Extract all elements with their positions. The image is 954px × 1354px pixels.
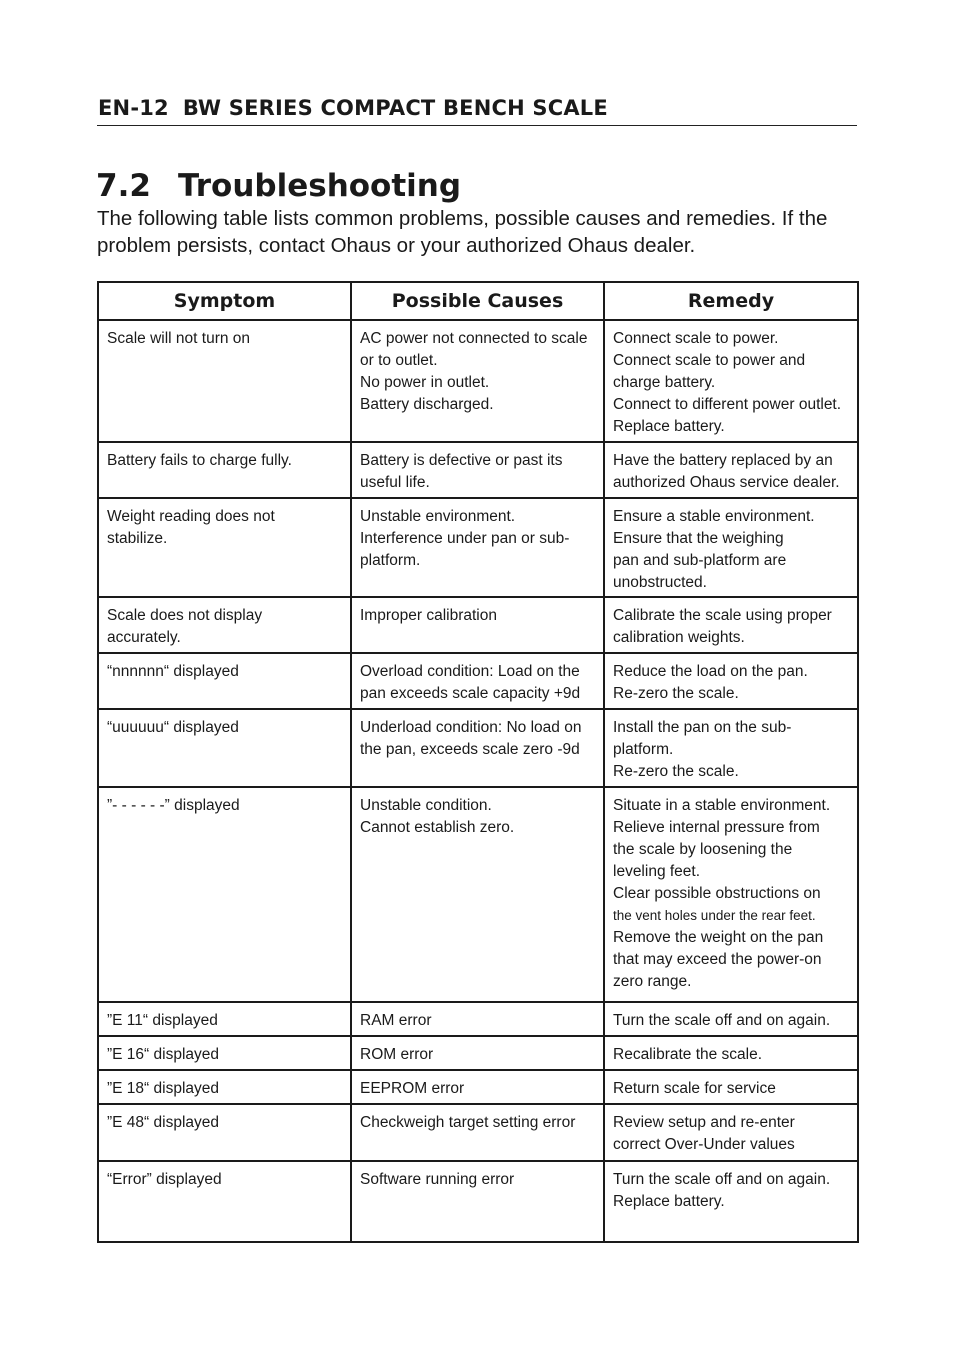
- remedy-line: zero range.: [613, 973, 692, 990]
- causes-line: Battery discharged.: [360, 396, 494, 413]
- remedy-cell: [604, 1070, 858, 1104]
- table-row: [98, 442, 858, 498]
- symptom-line: Scale does not display: [107, 607, 263, 624]
- remedy-line: Calibrate the scale using proper: [613, 607, 832, 624]
- causes-line: RAM error: [360, 1012, 432, 1029]
- symptom-cell: [98, 787, 351, 1002]
- header-rule: [97, 125, 857, 126]
- causes-line: or to outlet.: [360, 352, 438, 369]
- symptom-line: ”- - - - - -” displayed: [107, 797, 240, 814]
- table-row: [98, 653, 858, 709]
- troubleshooting-table: [97, 281, 859, 1243]
- remedy-cell: [604, 597, 858, 653]
- remedy-line: calibration weights.: [613, 629, 745, 646]
- causes-cell: [351, 709, 604, 787]
- table-row: [98, 1104, 858, 1161]
- remedy-line: Connect scale to power and: [613, 352, 806, 369]
- symptom-cell: [98, 1036, 351, 1070]
- remedy-line: Replace battery.: [613, 418, 725, 435]
- symptom-cell: [98, 320, 351, 442]
- remedy-line: Install the pan on the sub-: [613, 719, 792, 736]
- table-row: [98, 709, 858, 787]
- symptom-line: stabilize.: [107, 530, 168, 547]
- remedy-line: charge battery.: [613, 374, 716, 391]
- causes-line: Cannot establish zero.: [360, 819, 515, 836]
- intro-line: The following table lists common problems, possible causes and remedies. If the: [97, 207, 828, 230]
- table-row: [98, 1070, 858, 1104]
- symptom-line: “uuuuuu“ displayed: [107, 719, 239, 736]
- causes-line: platform.: [360, 552, 421, 569]
- causes-line: pan exceeds scale capacity +9d: [360, 685, 581, 702]
- causes-line: Improper calibration: [360, 607, 497, 624]
- remedy-cell: [604, 442, 858, 498]
- remedy-line: pan and sub-platform are: [613, 552, 787, 569]
- section-title: [96, 168, 461, 204]
- remedy-line: Reduce the load on the pan.: [613, 663, 808, 680]
- symptom-line: accurately.: [107, 629, 181, 646]
- causes-cell: [351, 597, 604, 653]
- table-row: [98, 1002, 858, 1036]
- page-header: [98, 96, 608, 120]
- remedy-line: unobstructed.: [613, 574, 707, 591]
- causes-cell: [351, 787, 604, 1002]
- remedy-line: correct Over-Under values: [613, 1136, 795, 1153]
- causes-cell: [351, 1161, 604, 1242]
- series-title: BW SERIES COMPACT BENCH SCALE: [182, 96, 608, 120]
- remedy-line: that may exceed the power-on: [613, 951, 822, 968]
- causes-cell: [351, 442, 604, 498]
- causes-cell: [351, 1036, 604, 1070]
- causes-cell: [351, 1002, 604, 1036]
- remedy-cell: [604, 1002, 858, 1036]
- page-code: EN-12: [98, 96, 169, 120]
- causes-line: ROM error: [360, 1046, 434, 1063]
- causes-line: Overload condition: Load on the: [360, 663, 580, 680]
- causes-cell: [351, 320, 604, 442]
- symptom-line: Battery fails to charge fully.: [107, 452, 292, 469]
- causes-line: No power in outlet.: [360, 374, 490, 391]
- table-row: [98, 787, 858, 1002]
- causes-line: Unstable environment.: [360, 508, 516, 525]
- causes-line: useful life.: [360, 474, 430, 491]
- remedy-line: Remove the weight on the pan: [613, 929, 824, 946]
- remedy-line: Turn the scale off and on again.: [613, 1171, 831, 1188]
- remedy-line: Ensure that the weighing: [613, 530, 784, 547]
- table-header-row: [98, 282, 858, 320]
- symptom-line: ”E 16“ displayed: [107, 1046, 220, 1063]
- remedy-line: Turn the scale off and on again.: [613, 1012, 831, 1029]
- remedy-line: Ensure a stable environment.: [613, 508, 815, 525]
- intro-line: problem persists, contact Ohaus or your authorized Ohaus dealer.: [97, 234, 696, 257]
- table-row: [98, 1161, 858, 1242]
- causes-line: Software running error: [360, 1171, 515, 1188]
- remedy-line: Recalibrate the scale.: [613, 1046, 763, 1063]
- remedy-cell: [604, 1104, 858, 1161]
- symptom-line: “nnnnnn“ displayed: [107, 663, 239, 680]
- remedy-line: Relieve internal pressure from: [613, 819, 820, 836]
- column-header-remedy: Remedy: [604, 282, 858, 320]
- remedy-line: Re-zero the scale.: [613, 763, 739, 780]
- symptom-line: ”E 11“ displayed: [107, 1012, 218, 1029]
- column-header-causes: Possible Causes: [351, 282, 604, 320]
- symptom-line: Weight reading does not: [107, 508, 275, 525]
- remedy-line: Return scale for service: [613, 1080, 776, 1097]
- symptom-cell: [98, 709, 351, 787]
- table-row: [98, 597, 858, 653]
- table-row: [98, 320, 858, 442]
- causes-cell: [351, 1070, 604, 1104]
- remedy-cell: [604, 787, 858, 1002]
- remedy-line: Clear possible obstructions on: [613, 885, 821, 902]
- causes-line: Unstable condition.: [360, 797, 492, 814]
- column-header-symptom: Symptom: [98, 282, 351, 320]
- symptom-line: ”E 48“ displayed: [107, 1114, 220, 1131]
- causes-line: Underload condition: No load on: [360, 719, 582, 736]
- remedy-line: the vent holes under the rear feet.: [613, 908, 816, 923]
- causes-line: the pan, exceeds scale zero -9d: [360, 741, 580, 758]
- remedy-line: Replace battery.: [613, 1193, 725, 1210]
- symptom-cell: [98, 1002, 351, 1036]
- remedy-line: leveling feet.: [613, 863, 701, 880]
- remedy-line: authorized Ohaus service dealer.: [613, 474, 840, 491]
- causes-line: EEPROM error: [360, 1080, 465, 1097]
- table-row: [98, 498, 858, 597]
- remedy-line: the scale by loosening the: [613, 841, 793, 858]
- causes-line: Checkweigh target setting error: [360, 1114, 576, 1131]
- table-body: [98, 320, 858, 1242]
- remedy-line: Situate in a stable environment.: [613, 797, 831, 814]
- symptom-line: Scale will not turn on: [107, 330, 251, 347]
- symptom-cell: [98, 1104, 351, 1161]
- intro-paragraph: [97, 205, 862, 259]
- symptom-cell: [98, 442, 351, 498]
- symptom-cell: [98, 1161, 351, 1242]
- causes-cell: [351, 1104, 604, 1161]
- symptom-cell: [98, 653, 351, 709]
- symptom-cell: [98, 597, 351, 653]
- table-row: [98, 1036, 858, 1070]
- symptom-cell: [98, 1070, 351, 1104]
- section-heading: Troubleshooting: [178, 168, 462, 204]
- remedy-line: platform.: [613, 741, 674, 758]
- causes-line: Battery is defective or past its: [360, 452, 563, 469]
- remedy-cell: [604, 709, 858, 787]
- remedy-line: Review setup and re-enter: [613, 1114, 795, 1131]
- causes-line: AC power not connected to scale: [360, 330, 588, 347]
- symptom-cell: [98, 498, 351, 597]
- causes-cell: [351, 653, 604, 709]
- symptom-line: “Error” displayed: [107, 1171, 222, 1188]
- causes-line: Interference under pan or sub-: [360, 530, 570, 547]
- remedy-line: Re-zero the scale.: [613, 685, 739, 702]
- causes-cell: [351, 498, 604, 597]
- section-number: 7.2: [96, 168, 151, 204]
- remedy-cell: [604, 1161, 858, 1242]
- remedy-line: Connect to different power outlet.: [613, 396, 842, 413]
- remedy-line: Connect scale to power.: [613, 330, 779, 347]
- remedy-line: Have the battery replaced by an: [613, 452, 833, 469]
- remedy-cell: [604, 653, 858, 709]
- symptom-line: ”E 18“ displayed: [107, 1080, 220, 1097]
- remedy-cell: [604, 1036, 858, 1070]
- remedy-cell: [604, 498, 858, 597]
- remedy-cell: [604, 320, 858, 442]
